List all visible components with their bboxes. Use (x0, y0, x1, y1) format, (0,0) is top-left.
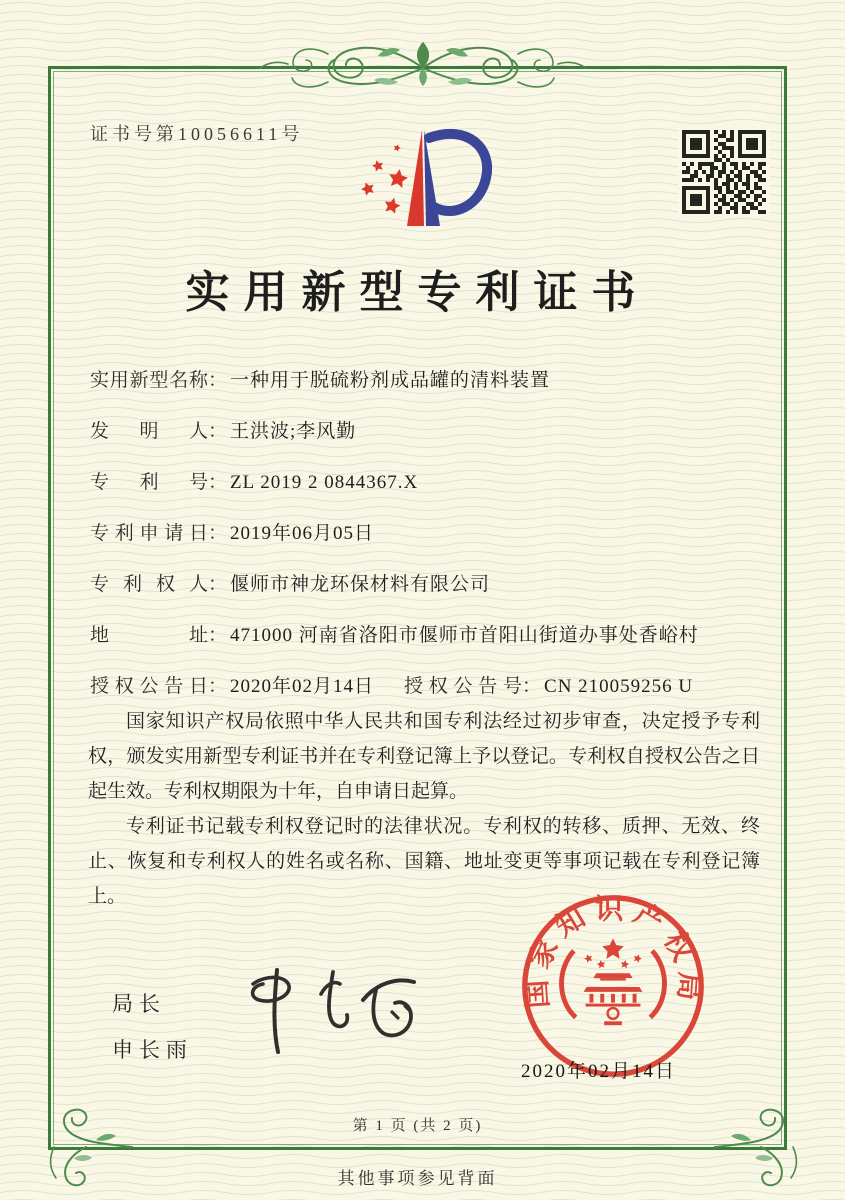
legal-paragraph-1: 国家知识产权局依照中华人民共和国专利法经过初步审查，决定授予专利权，颁发实用新型专利证书并在专利登记簿上予以登记。专利权自授权公告之日起生效。专利权期限为十年，自申请日起算。 (88, 711, 760, 802)
field-filing-date: 专利申请日 ： 2019年06月05日 (90, 521, 760, 547)
field-label: 授权公告号 (404, 676, 523, 697)
qr-code (678, 126, 770, 218)
commissioner-block (112, 988, 193, 1080)
field-label: 发明人 (90, 421, 208, 442)
field-address: 地址 ： 471000 河南省洛阳市偃师市首阳山街道办事处香峪村 (90, 623, 760, 649)
field-grant-date-row: 授权公告日 ： 2020年02月14日 授权公告号 ： CN 210059256 U (90, 674, 760, 700)
field-value: 一种用于脱硫粉剂成品罐的清料装置 (230, 370, 551, 391)
field-patentee: 专利权人 ： 偃师市神龙环保材料有限公司 (90, 572, 760, 598)
field-value: 2020年02月14日 (230, 676, 375, 697)
certificate-title: 实用新型专利证书 (185, 268, 650, 317)
see-back-note: 其他事项参见背面 (337, 1169, 498, 1188)
field-utility-model-name: 实用新型名称 ： 一种用于脱硫粉剂成品罐的清料装置 (90, 368, 760, 394)
legal-text (88, 704, 760, 914)
field-value: 2019年06月05日 (230, 523, 375, 544)
certificate-number: 证书号第10056611号 (90, 124, 304, 144)
commissioner-title: 局长 (112, 992, 166, 1016)
handwritten-signature (215, 962, 455, 1062)
field-value: ZL 2019 2 0844367.X (230, 472, 419, 493)
seal-text: 国家知识产权局 (521, 894, 705, 1010)
field-grant-number: 授权公告号 ： CN 210059256 U (404, 674, 693, 700)
field-label: 专利权人 (90, 574, 208, 595)
field-label: 专利号 (90, 472, 208, 493)
legal-paragraph-2: 专利证书记载专利权登记时的法律状况。专利权的转移、质押、无效、终止、恢复和专利权人的姓名或名称、国籍、地址变更等事项记载在专利登记簿上。 (88, 816, 760, 907)
field-value: 偃师市神龙环保材料有限公司 (230, 574, 491, 595)
field-patent-number: 专利号 ： ZL 2019 2 0844367.X (90, 470, 760, 496)
field-label: 实用新型名称 (90, 370, 208, 391)
field-value: 王洪波;李风勤 (230, 421, 357, 442)
commissioner-name: 申长雨 (112, 1038, 193, 1062)
field-value: CN 210059256 U (544, 676, 694, 697)
certificate-fields (90, 368, 760, 725)
grant-seal-date: 2020年02月14日 (521, 1061, 677, 1082)
field-value: 471000 河南省洛阳市偃师市首阳山街道办事处香峪村 (230, 625, 699, 646)
national-emblem (562, 938, 665, 1025)
top-dragon-ornament (258, 40, 588, 94)
cnipa-round-seal (515, 888, 711, 1084)
field-label: 专利申请日 (90, 523, 208, 544)
field-label: 地址 (90, 625, 208, 646)
cnipa-logo-icon (345, 124, 520, 239)
page-number: 第 1 页 (共 2 页) (352, 1118, 483, 1134)
field-inventor: 发明人 ： 王洪波;李风勤 (90, 419, 760, 445)
field-label: 授权公告日 (90, 676, 208, 697)
